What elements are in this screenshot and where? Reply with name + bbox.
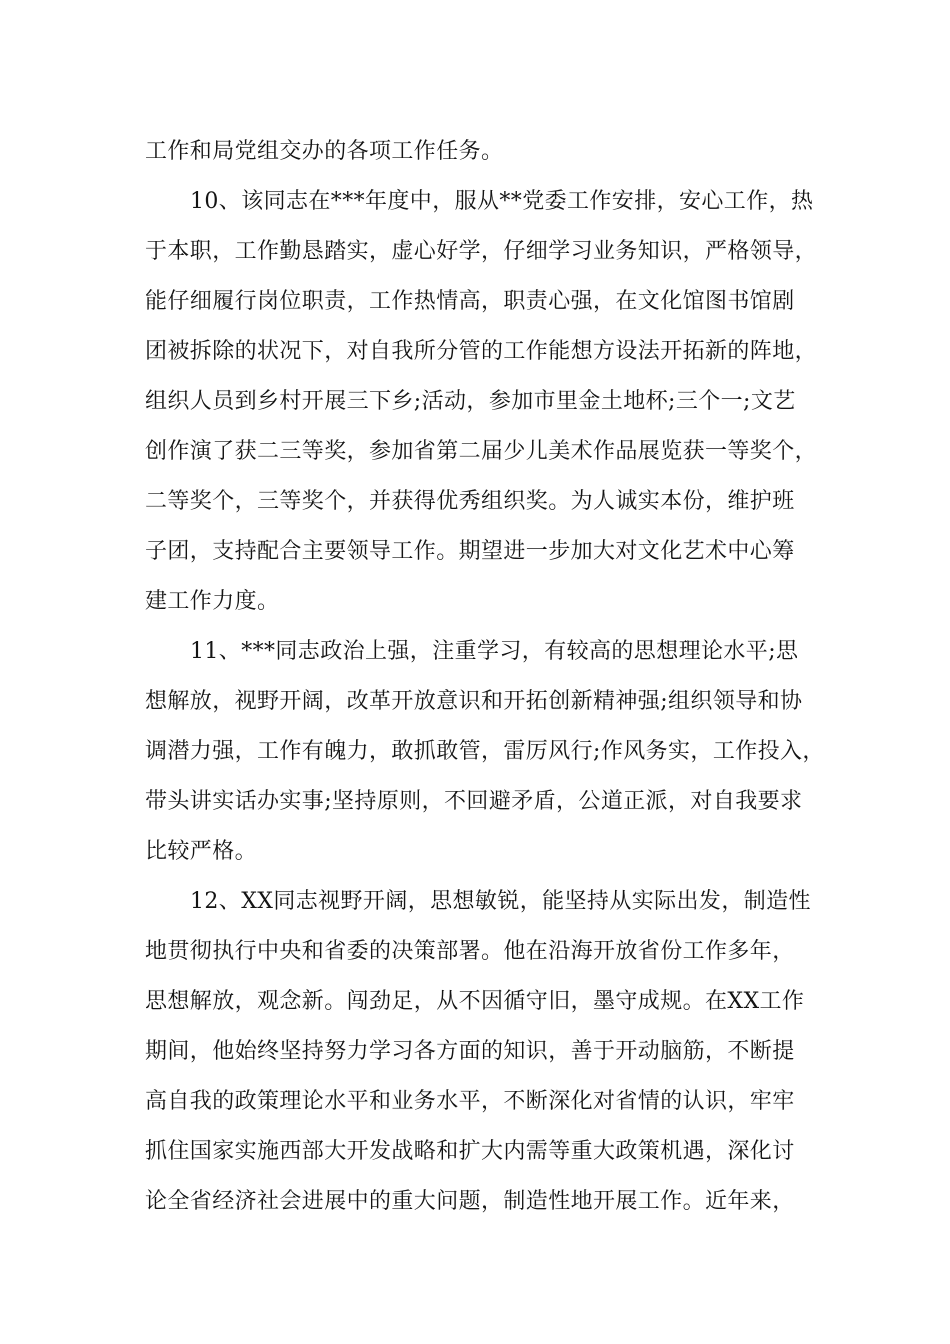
text-line: 论全省经济社会进展中的重大问题，制造性地开展工作。近年来， — [145, 1189, 795, 1214]
paragraph-11-start: 11、***同志政治上强，注重学习，有较高的思想理论水平;思 — [190, 639, 799, 664]
text-line: 于本职，工作勤恳踏实，虚心好学，仔细学习业务知识，严格领导， — [145, 239, 818, 264]
text-line: 团被拆除的状况下，对自我所分管的工作能想方设法开拓新的阵地， — [145, 339, 818, 364]
paragraph-10-start: 10、该同志在***年度中，服从**党委工作安排，安心工作，热 — [190, 189, 814, 214]
paragraph-12-start: 12、XX同志视野开阔，思想敏锐，能坚持从实际出发，制造性 — [190, 889, 811, 914]
text-line: 子团，支持配合主要领导工作。期望进一步加大对文化艺术中心筹 — [145, 539, 795, 564]
text-line: 工作和局党组交办的各项工作任务。 — [145, 139, 504, 164]
text-line: 建工作力度。 — [145, 589, 280, 614]
text-line: 抓住国家实施西部大开发战略和扩大内需等重大政策机遇，深化讨 — [145, 1139, 795, 1164]
text-line: 调潜力强，工作有魄力，敢抓敢管，雷厉风行;作风务实，工作投入， — [145, 739, 825, 764]
text-line: 思想解放，观念新。闯劲足，从不因循守旧，墨守成规。在XX工作 — [145, 989, 805, 1014]
text-line: 带头讲实话办实事;坚持原则，不回避矛盾，公道正派，对自我要求 — [145, 789, 803, 814]
text-line: 比较严格。 — [145, 839, 258, 864]
text-line: 组织人员到乡村开展三下乡;活动，参加市里金土地杯;三个一;文艺 — [145, 389, 796, 414]
text-line: 期间，他始终坚持努力学习各方面的知识，善于开动脑筋，不断提 — [145, 1039, 795, 1064]
text-line: 高自我的政策理论水平和业务水平，不断深化对省情的认识，牢牢 — [145, 1089, 795, 1114]
text-line: 二等奖个，三等奖个，并获得优秀组织奖。为人诚实本份，维护班 — [145, 489, 795, 514]
text-line: 地贯彻执行中央和省委的决策部署。他在沿海开放省份工作多年， — [145, 939, 795, 964]
text-line: 能仔细履行岗位职责，工作热情高，职责心强，在文化馆图书馆剧 — [145, 289, 795, 314]
text-line: 创作演了获二三等奖，参加省第二届少儿美术作品展览获一等奖个， — [145, 439, 818, 464]
text-line: 想解放，视野开阔，改革开放意识和开拓创新精神强;组织领导和协 — [145, 689, 803, 714]
